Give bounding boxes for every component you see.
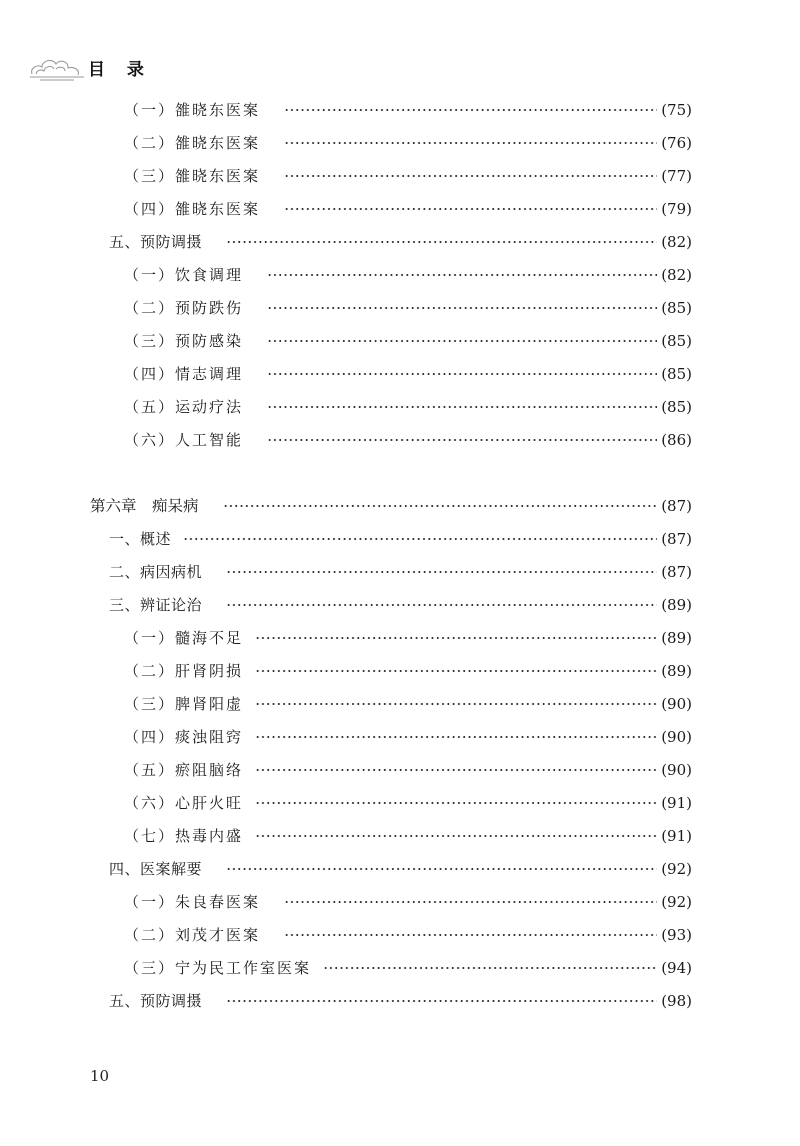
toc-entry-page: (91) (661, 794, 692, 812)
toc-entry-page: (89) (661, 662, 692, 680)
dot-leader (267, 340, 657, 342)
toc-entry[interactable] (124, 329, 692, 353)
dot-leader (255, 769, 657, 771)
toc-entry-label: （五）瘀阻脑络 (124, 761, 244, 779)
toc-entry-page: (98) (661, 992, 692, 1010)
toc-entry[interactable] (124, 923, 692, 947)
toc-entry-label: （四）痰浊阻窍 (124, 728, 244, 746)
toc-entry[interactable] (124, 956, 692, 980)
toc-entry-page: (87) (661, 563, 692, 581)
toc-entry-page: (91) (661, 827, 692, 845)
toc-entry[interactable] (124, 296, 692, 320)
toc-entry-page: (85) (661, 365, 692, 383)
header-title: 目 录 (88, 59, 152, 80)
toc-entry-page: (90) (661, 695, 692, 713)
toc-entry-page: (86) (661, 431, 692, 449)
dot-leader (284, 901, 657, 903)
toc-entry-label: （一）朱良春医案 (124, 893, 261, 911)
toc-entry-label: （七）热毒内盛 (124, 827, 244, 845)
toc-entry-page: (75) (661, 101, 692, 119)
toc-entry[interactable] (124, 659, 692, 683)
toc-entry[interactable] (124, 824, 692, 848)
dot-leader (284, 934, 657, 936)
dot-leader (267, 307, 657, 309)
toc-entry-label: 五、预防调摄 (109, 992, 203, 1010)
dot-leader (255, 703, 657, 705)
toc-entry[interactable] (124, 98, 692, 122)
dot-leader (183, 538, 657, 540)
toc-entry[interactable] (124, 725, 692, 749)
toc-entry-label: 五、预防调摄 (109, 233, 203, 251)
page-number: 10 (90, 1067, 110, 1085)
toc-entry-label: （二）雒晓东医案 (124, 134, 261, 152)
dot-leader (284, 175, 657, 177)
toc-entry-page: (85) (661, 332, 692, 350)
dot-leader (267, 439, 657, 441)
toc-entry-page: (85) (661, 398, 692, 416)
toc-entry-page: (90) (661, 761, 692, 779)
dot-leader (284, 208, 657, 210)
toc-entry-label: （六）心肝火旺 (124, 794, 244, 812)
dot-leader (255, 835, 657, 837)
toc-entry-page: (82) (661, 233, 692, 251)
toc-entry-label: 一、概述 (109, 530, 172, 548)
toc-entry-label: （二）预防跌伤 (124, 299, 244, 317)
toc-entry-label: （四）情志调理 (124, 365, 244, 383)
toc-entry-label: 三、辨证论治 (109, 596, 203, 614)
toc-entry-page: (76) (661, 134, 692, 152)
dot-leader (284, 109, 657, 111)
toc-entry-label: （二）刘茂才医案 (124, 926, 261, 944)
toc-entry[interactable] (124, 758, 692, 782)
toc-entry[interactable] (124, 791, 692, 815)
dot-leader (255, 637, 657, 639)
toc-entry-label: 四、医案解要 (109, 860, 203, 878)
toc-entry-page: (92) (661, 860, 692, 878)
toc-entry[interactable] (109, 527, 692, 551)
dot-leader (267, 406, 657, 408)
toc-entry-page: (93) (661, 926, 692, 944)
dot-leader (267, 373, 657, 375)
dot-leader (226, 241, 657, 243)
toc-entry-label: （三）脾肾阳虚 (124, 695, 244, 713)
toc-entry-page: (90) (661, 728, 692, 746)
toc-entry[interactable] (124, 362, 692, 386)
toc-entry[interactable] (124, 626, 692, 650)
toc-entry-label: （六）人工智能 (124, 431, 244, 449)
toc-entry-label: （三）预防感染 (124, 332, 244, 350)
toc-entry[interactable] (109, 989, 692, 1013)
toc-entry-label: 二、病因病机 (109, 563, 203, 581)
toc-entry-page: (89) (661, 629, 692, 647)
toc-entry-page: (77) (661, 167, 692, 185)
toc-entry-page: (79) (661, 200, 692, 218)
dot-leader (226, 1000, 657, 1002)
toc-entry[interactable] (109, 857, 692, 881)
toc-entry-label: （二）肝肾阴损 (124, 662, 244, 680)
toc-entry-label: （一）雒晓东医案 (124, 101, 261, 119)
dot-leader (284, 142, 657, 144)
toc-entry[interactable] (124, 428, 692, 452)
toc-entry[interactable] (124, 890, 692, 914)
toc-entry[interactable] (124, 164, 692, 188)
toc-entry-page: (87) (661, 497, 692, 515)
toc-entry-page: (87) (661, 530, 692, 548)
toc-entry-label: （三）宁为民工作室医案 (124, 959, 312, 977)
toc-entry[interactable] (109, 560, 692, 584)
dot-leader (255, 670, 657, 672)
toc-entry-page: (85) (661, 299, 692, 317)
dot-leader (226, 868, 657, 870)
toc-entry-page: (82) (661, 266, 692, 284)
dot-leader (323, 967, 657, 969)
toc-chapter-entry[interactable] (90, 494, 692, 518)
toc-entry[interactable] (109, 230, 692, 254)
toc-entry[interactable] (109, 593, 692, 617)
toc-entry-page: (92) (661, 893, 692, 911)
dot-leader (226, 604, 657, 606)
dot-leader (255, 802, 657, 804)
toc-entry-page: (94) (661, 959, 692, 977)
toc-entry-label: （四）雒晓东医案 (124, 200, 261, 218)
dot-leader (223, 505, 658, 507)
toc-entry[interactable] (124, 131, 692, 155)
toc-entry-page: (89) (661, 596, 692, 614)
toc-entry-label: （五）运动疗法 (124, 398, 244, 416)
toc-entry-label: （一）髓海不足 (124, 629, 244, 647)
dot-leader (267, 274, 657, 276)
toc-entry[interactable] (124, 395, 692, 419)
dot-leader (255, 736, 657, 738)
toc-entry-label: （三）雒晓东医案 (124, 167, 261, 185)
toc-entry[interactable] (124, 263, 692, 287)
toc-entry-label: 第六章 痴呆病 (90, 497, 199, 515)
dot-leader (226, 571, 657, 573)
toc-entry[interactable] (124, 692, 692, 716)
toc-entry-label: （一）饮食调理 (124, 266, 244, 284)
toc-entry[interactable] (124, 197, 692, 221)
